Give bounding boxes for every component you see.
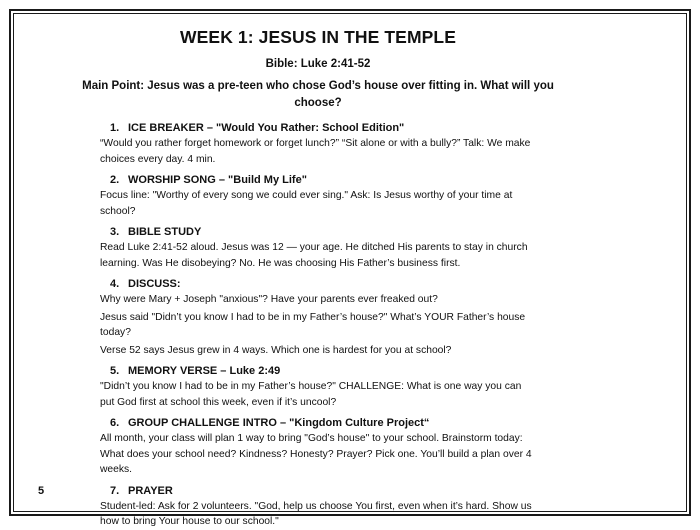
section-number: 3. xyxy=(110,226,120,238)
section-paragraph: "Didn’t you know I had to be in my Father’s house?" CHALLENGE: What is one way you can put God first at school this week, even if it’s uncool? xyxy=(100,381,522,408)
section-heading-text: WORSHIP SONG – "Build My Life" xyxy=(128,174,307,186)
section-heading xyxy=(100,415,536,431)
page-number: 5 xyxy=(38,485,45,497)
section-heading xyxy=(100,276,536,292)
lesson-section xyxy=(100,224,536,271)
section-heading-text: ICE BREAKER – "Would You Rather: School Edition" xyxy=(128,122,405,134)
section-paragraph: Verse 52 says Jesus grew in 4 ways. Which one is hardest for you at school? xyxy=(100,344,452,356)
section-number: 6. xyxy=(110,417,120,429)
section-paragraph: Why were Mary + Joseph "anxious"? Have your parents ever freaked out? xyxy=(100,294,438,305)
page-title: WEEK 1: JESUS IN THE TEMPLE xyxy=(180,27,456,47)
section-heading-text: DISCUSS: xyxy=(128,278,181,290)
section-paragraph: Focus line: "Worthy of every song we could ever sing." Ask: Is Jesus worthy of your time at school? xyxy=(100,190,513,217)
section-heading-text: BIBLE STUDY xyxy=(128,226,202,238)
section-heading xyxy=(100,483,536,499)
lesson-section xyxy=(100,415,536,478)
lesson-section xyxy=(100,172,536,219)
section-heading-text: PRAYER xyxy=(128,484,173,497)
section-heading xyxy=(100,224,536,240)
lesson-sections xyxy=(100,120,536,530)
lesson-content xyxy=(82,26,554,530)
bible-reference: Bible: Luke 2:41-52 xyxy=(265,58,371,70)
section-paragraph: All month, your class will plan 1 way to bring "God’s house" to your school. Brainstorm today: What does your school need? Kindness? Honesty? Prayer? Pick one. You’ll build a plan over 4 weeks. xyxy=(100,433,532,475)
section-number: 7. xyxy=(110,484,120,497)
section-heading-text: GROUP CHALLENGE INTRO – "Kingdom Culture Project“ xyxy=(128,417,430,429)
section-heading xyxy=(100,120,536,136)
section-paragraph: “Would you rather forget homework or forget lunch?” “Sit alone or with a bully?” Talk: We make choices every day. 4 min. xyxy=(100,138,531,165)
section-number: 5. xyxy=(110,365,120,377)
section-heading-text: MEMORY VERSE – Luke 2:49 xyxy=(128,365,281,377)
section-number: 2. xyxy=(110,174,120,186)
main-point: Main Point: Jesus was a pre-teen who chose God’s house over fitting in. What will you choose? xyxy=(82,80,554,109)
section-heading xyxy=(100,363,536,379)
lesson-section xyxy=(100,276,536,358)
section-number: 1. xyxy=(110,122,120,134)
lesson-section xyxy=(100,363,536,410)
lesson-section xyxy=(100,483,536,530)
section-heading xyxy=(100,172,536,188)
section-paragraph: Student-led: Ask for 2 volunteers. "God, help us choose You first, even when it’s hard. Show us how to bring Your house to our school." xyxy=(100,500,532,527)
section-paragraph: Jesus said "Didn’t you know I had to be in my Father’s house?" What’s YOUR Father’s house today? xyxy=(100,311,526,338)
lesson-section xyxy=(100,120,536,167)
section-number: 4. xyxy=(110,278,120,290)
section-paragraph: Read Luke 2:41-52 aloud. Jesus was 12 — your age. He ditched His parents to stay in church learning. Was He disobeying? No. He was choosing His Father’s business first. xyxy=(100,242,528,269)
